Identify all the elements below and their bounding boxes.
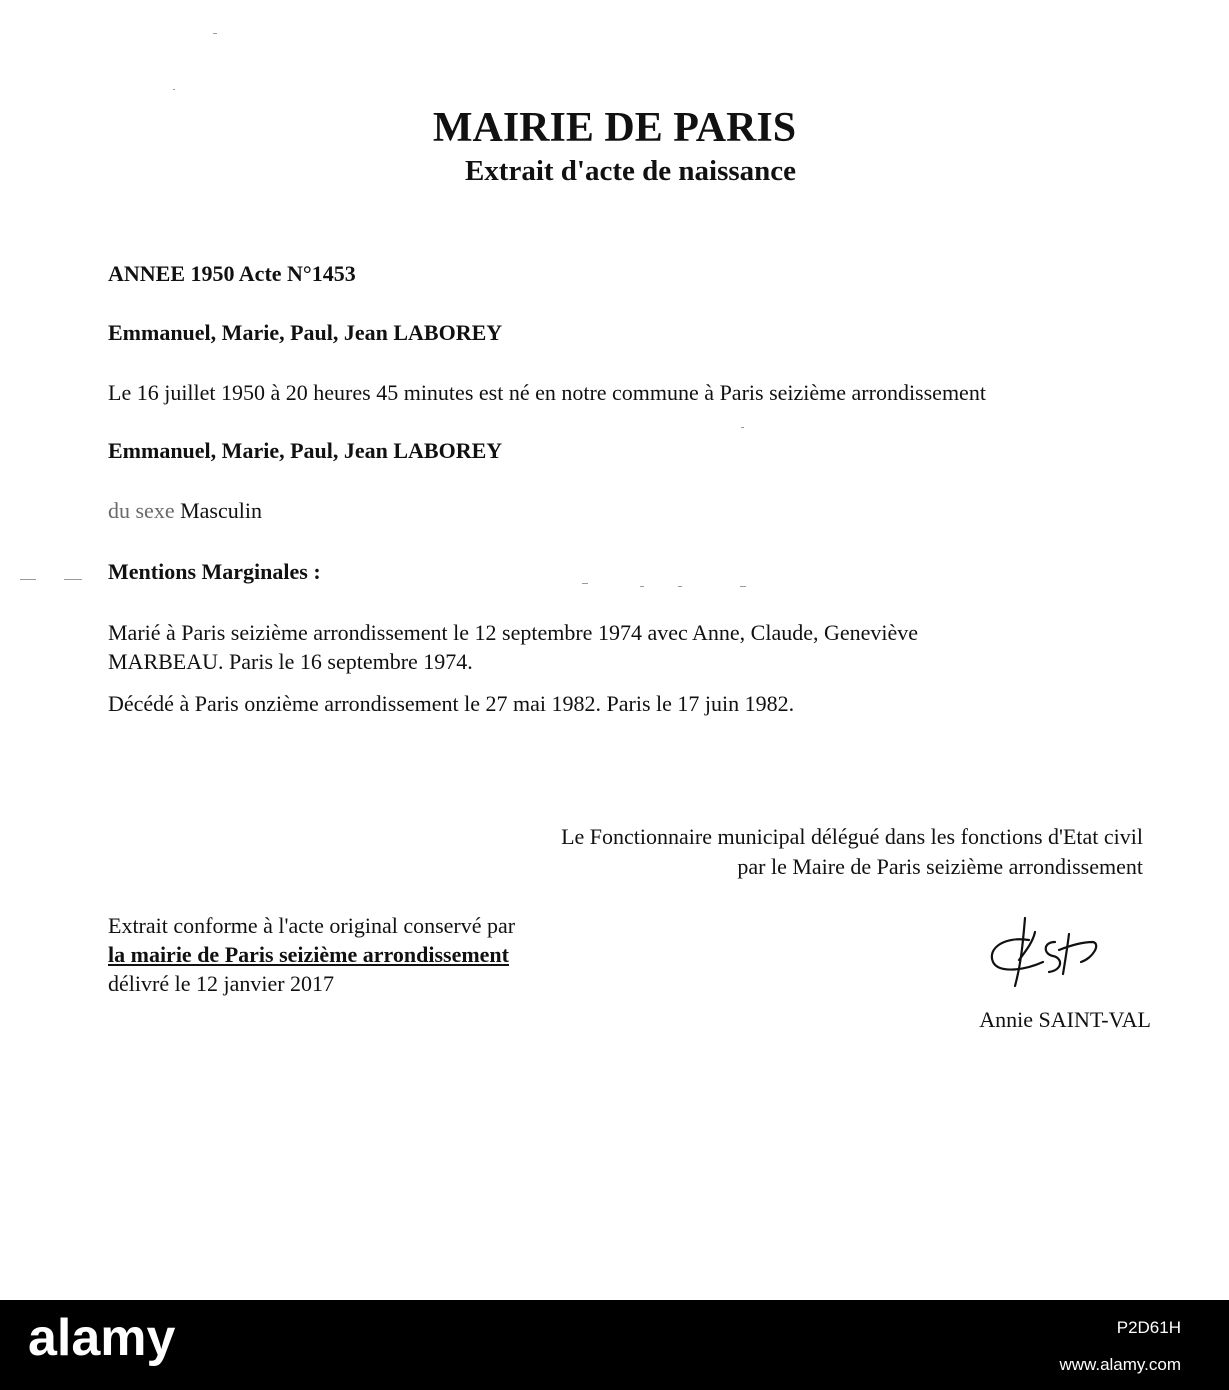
year-act-number: ANNEE 1950 Acte N°1453 [108, 261, 356, 286]
handwritten-signature [985, 912, 1105, 992]
extract-line-1: Extrait conforme à l'acte original conservé par [108, 913, 516, 938]
sex-prefix: du sexe [108, 498, 181, 523]
official-line-2: par le Maire de Paris seizième arrondissement [737, 854, 1143, 879]
sex-value: Masculin [180, 498, 262, 523]
person-name-repeat: Emmanuel, Marie, Paul, Jean LABOREY [108, 438, 503, 463]
scan-speck [20, 579, 36, 580]
marriage-mention-line-1: Marié à Paris seizième arrondissement le 12 septembre 1974 avec Anne, Claude, Geneviève [108, 620, 919, 645]
document-subtitle: Extrait d'acte de naissance [464, 155, 797, 187]
scan-speck [678, 586, 682, 587]
marriage-mention-line-2: MARBEAU. Paris le 16 septembre 1974. [108, 649, 473, 674]
scan-speck [173, 89, 175, 90]
birth-statement: Le 16 juillet 1950 à 20 heures 45 minutes est né en notre commune à Paris seizième arrondissement [108, 380, 986, 405]
extract-line-2: la mairie de Paris seizième arrondissement [108, 942, 509, 967]
extract-certification [108, 911, 515, 998]
death-mention: Décédé à Paris onzième arrondissement le 27 mai 1982. Paris le 17 juin 1982. [108, 691, 795, 716]
scan-speck [640, 586, 644, 587]
scan-speck [213, 33, 217, 34]
scan-speck [740, 586, 746, 587]
sex-line [108, 496, 262, 526]
official-line-1: Le Fonctionnaire municipal délégué dans les fonctions d'Etat civil [561, 824, 1143, 849]
person-name: Emmanuel, Marie, Paul, Jean LABOREY [108, 320, 503, 345]
extract-line-3: délivré le 12 janvier 2017 [108, 971, 335, 996]
scan-speck [64, 579, 82, 580]
official-title-block [561, 822, 1143, 882]
alamy-logo-text: alamy [28, 1309, 176, 1367]
image-id: P2D61H [1116, 1318, 1181, 1337]
scan-speck [741, 427, 744, 428]
marginal-mentions-heading: Mentions Marginales : [108, 559, 321, 584]
signatory-name: Annie SAINT-VAL [979, 1007, 1151, 1032]
site-url: www.alamy.com [1059, 1355, 1181, 1374]
document-title: MAIRIE DE PARIS [432, 105, 797, 151]
alamy-logo [24, 1305, 224, 1377]
scan-speck [582, 583, 588, 584]
